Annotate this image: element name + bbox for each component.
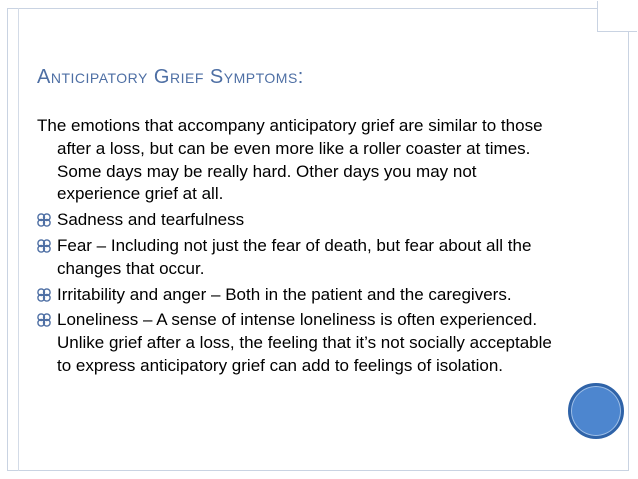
list-item (37, 284, 557, 307)
slide-title: Anticipatory Grief Symptoms: (37, 66, 304, 88)
intro-paragraph: The emotions that accompany anticipatory grief are similar to those after a loss, but can be even more like a roller coaster at times. Some days may be really hard. Other days you may not experience grief at all. (37, 116, 543, 204)
slide-corner-box (597, 1, 637, 32)
flower-bullet-icon (37, 288, 51, 302)
symptom-list (37, 209, 557, 378)
bullet-text: Fear – Including not just the fear of death, but fear about all the changes that occur. (57, 235, 532, 278)
flower-bullet-icon (37, 239, 51, 253)
flower-bullet-icon (37, 313, 51, 327)
list-item (37, 235, 557, 281)
bullet-text: Loneliness – A sense of intense loneliness is often experienced. Unlike grief after a loss, the feeling that it’s not socially acceptable to express anticipatory grief can add to feelings of isolation. (57, 310, 552, 375)
flower-bullet-icon (37, 213, 51, 227)
bullet-text: Sadness and tearfulness (57, 210, 245, 230)
list-item (37, 309, 557, 377)
slide-left-rule (18, 8, 19, 471)
list-item (37, 209, 557, 232)
slide-body (37, 115, 557, 381)
accent-circle (568, 383, 624, 439)
bullet-text: Irritability and anger – Both in the patient and the caregivers. (57, 284, 512, 304)
